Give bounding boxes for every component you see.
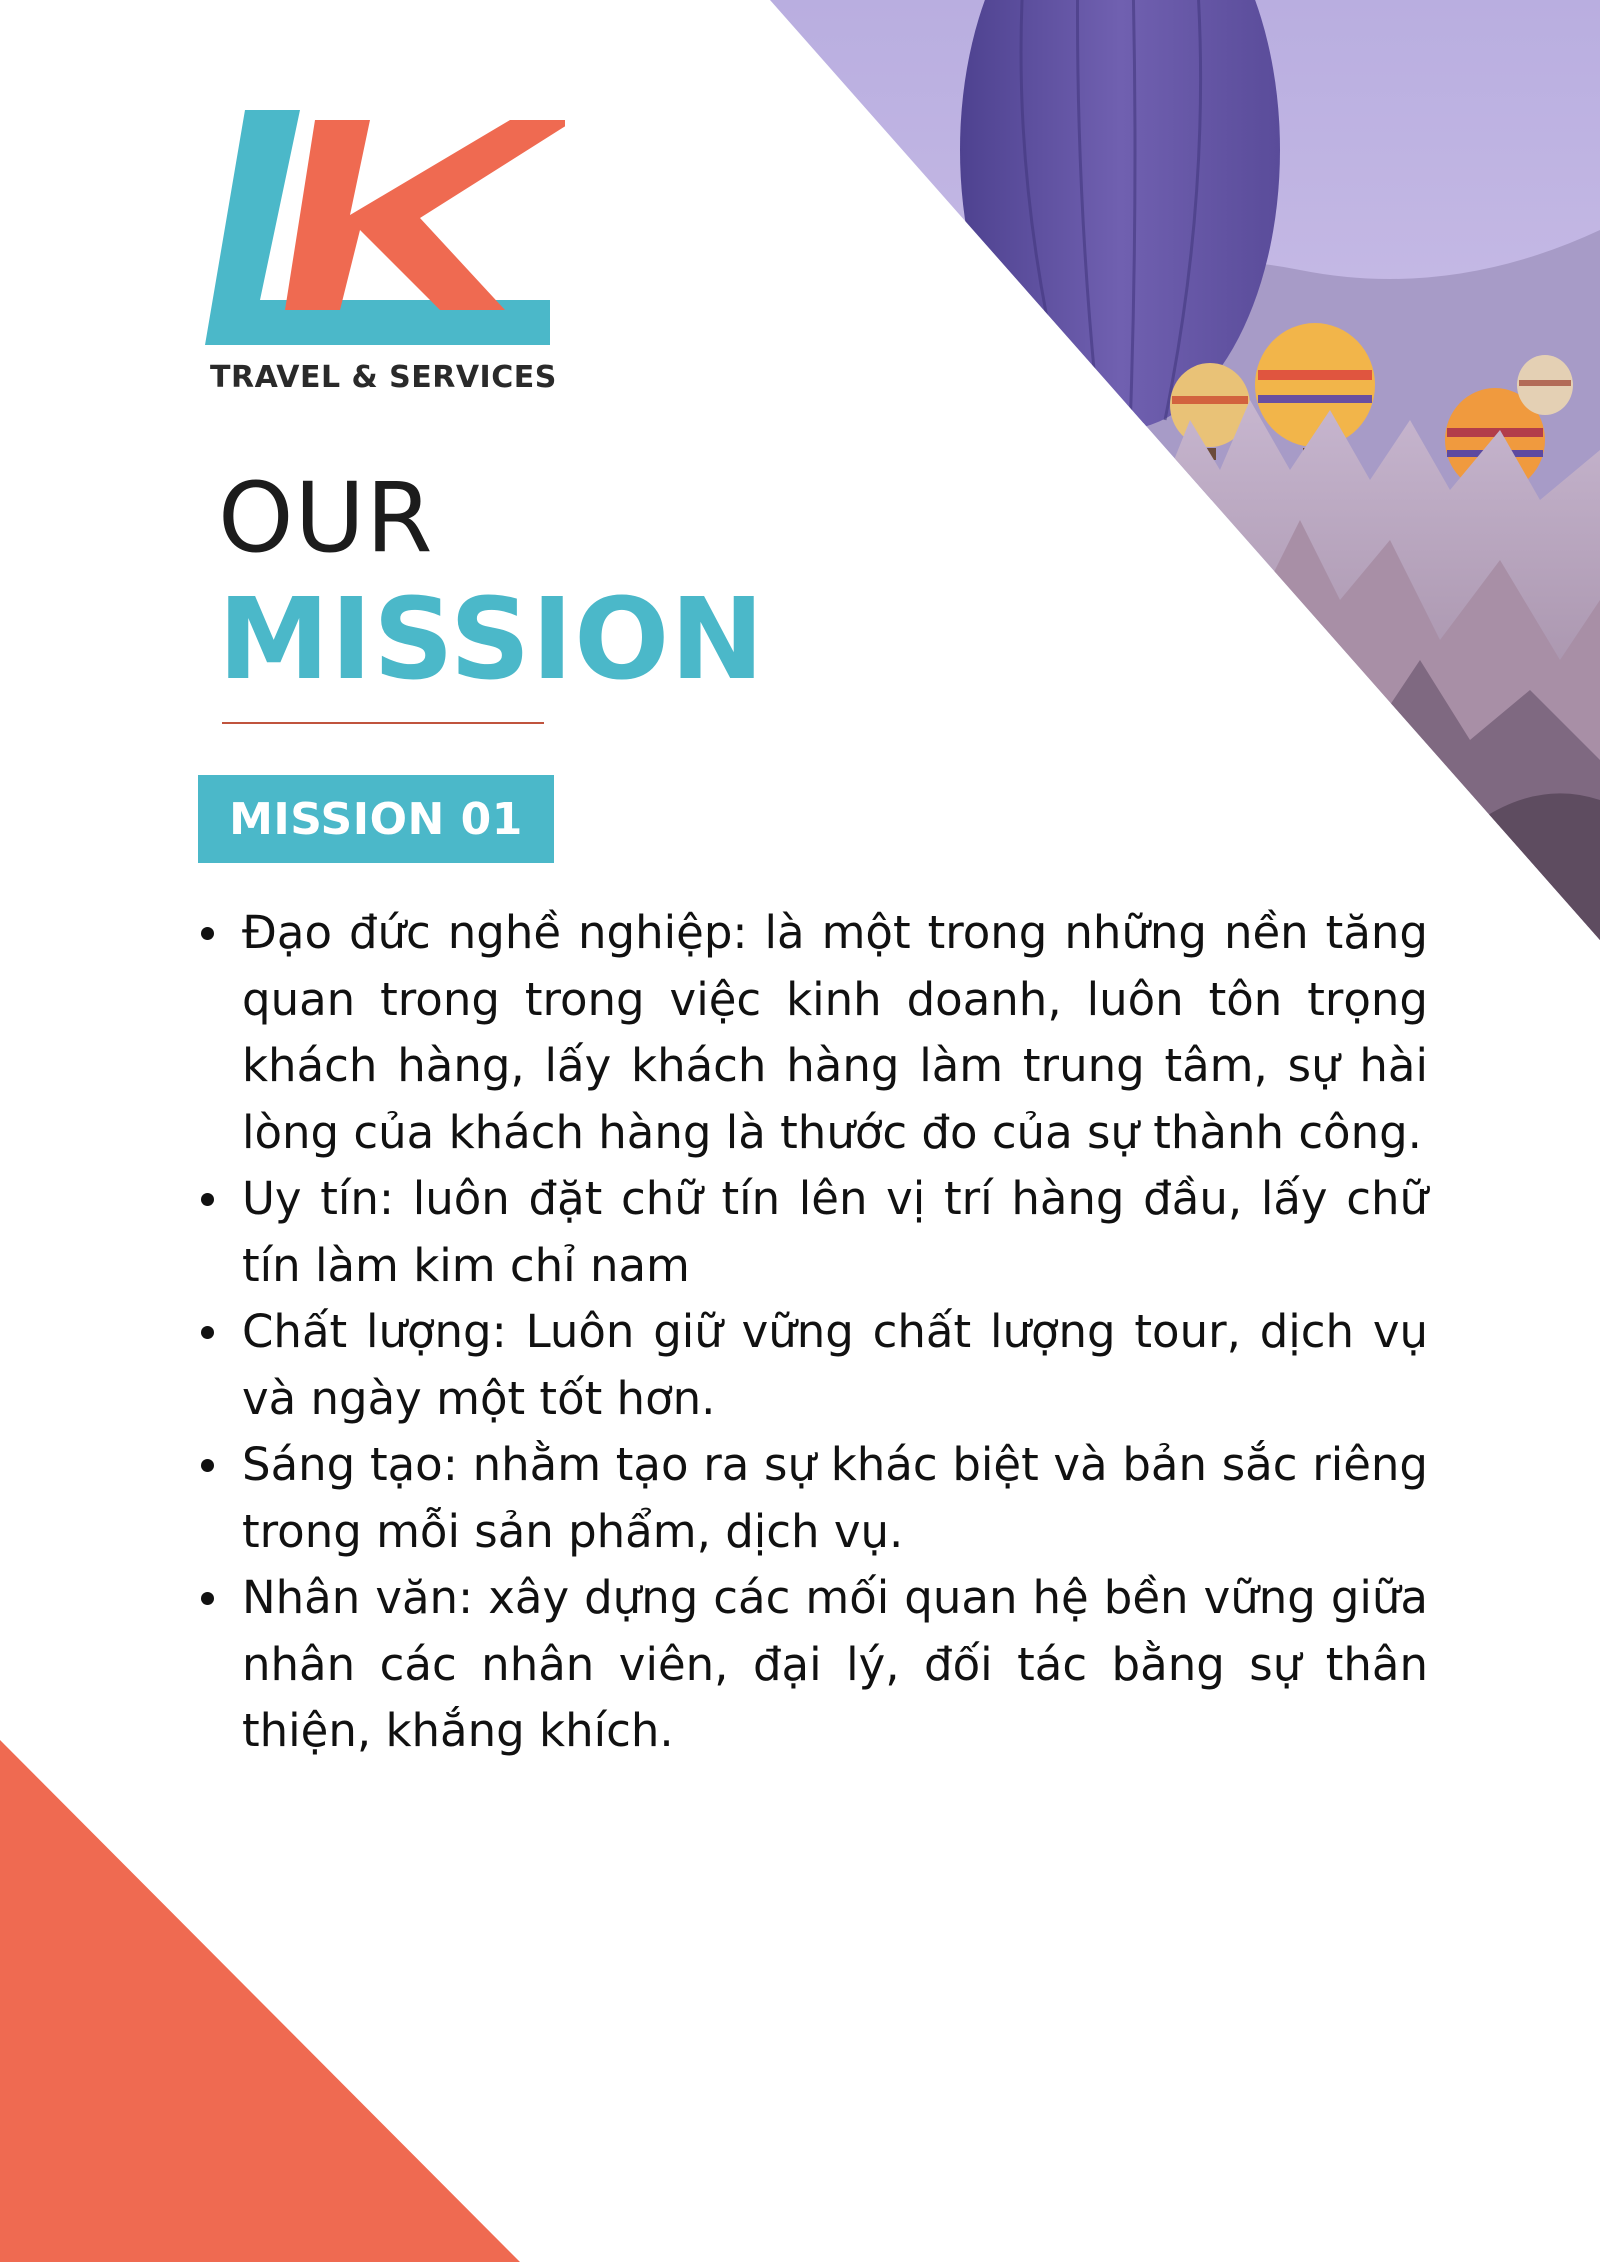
- mission-badge: [198, 775, 554, 863]
- page-title-line1: OUR: [218, 462, 434, 574]
- bullet-dot-icon: [201, 927, 214, 940]
- coral-triangle-decoration: [0, 1740, 520, 2262]
- bullet-dot-icon: [201, 1592, 214, 1605]
- list-item: [242, 1166, 1428, 1299]
- list-item: [242, 1432, 1428, 1565]
- list-item: [242, 1565, 1428, 1765]
- mission-list: [242, 900, 1428, 1765]
- bullet-dot-icon: [201, 1326, 214, 1339]
- list-item: [242, 900, 1428, 1166]
- mission-badge-label: MISSION 01: [229, 793, 523, 845]
- bullet-dot-icon: [201, 1459, 214, 1472]
- logo-tagline: TRAVEL & SERVICES: [210, 360, 557, 395]
- mission-item-text: Uy tín: luôn đặt chữ tín lên vị trí hàng đầu, lấy chữ tín làm kim chỉ nam: [242, 1172, 1428, 1292]
- mission-item-text: Chất lượng: Luôn giữ vững chất lượng tour, dịch vụ và ngày một tốt hơn.: [242, 1305, 1428, 1425]
- bullet-dot-icon: [201, 1193, 214, 1206]
- page-title-line2: MISSION: [218, 575, 766, 705]
- mission-item-text: Nhân văn: xây dựng các mối quan hệ bền vững giữa nhân các nhân viên, đại lý, đối tác bằng sự thân thiện, khắng khích.: [242, 1571, 1428, 1757]
- mission-item-text: Đạo đức nghề nghiệp: là một trong những nền tăng quan trong trong việc kinh doanh, luôn tôn trọng khách hàng, lấy khách hàng làm trung tâm, sự hài lòng của khách hàng là thước đo của sự thành công.: [242, 906, 1428, 1159]
- list-item: [242, 1299, 1428, 1432]
- title-divider: [222, 722, 544, 724]
- mission-item-text: Sáng tạo: nhằm tạo ra sự khác biệt và bản sắc riêng trong mỗi sản phẩm, dịch vụ.: [242, 1438, 1428, 1558]
- lk-logo: [205, 110, 565, 355]
